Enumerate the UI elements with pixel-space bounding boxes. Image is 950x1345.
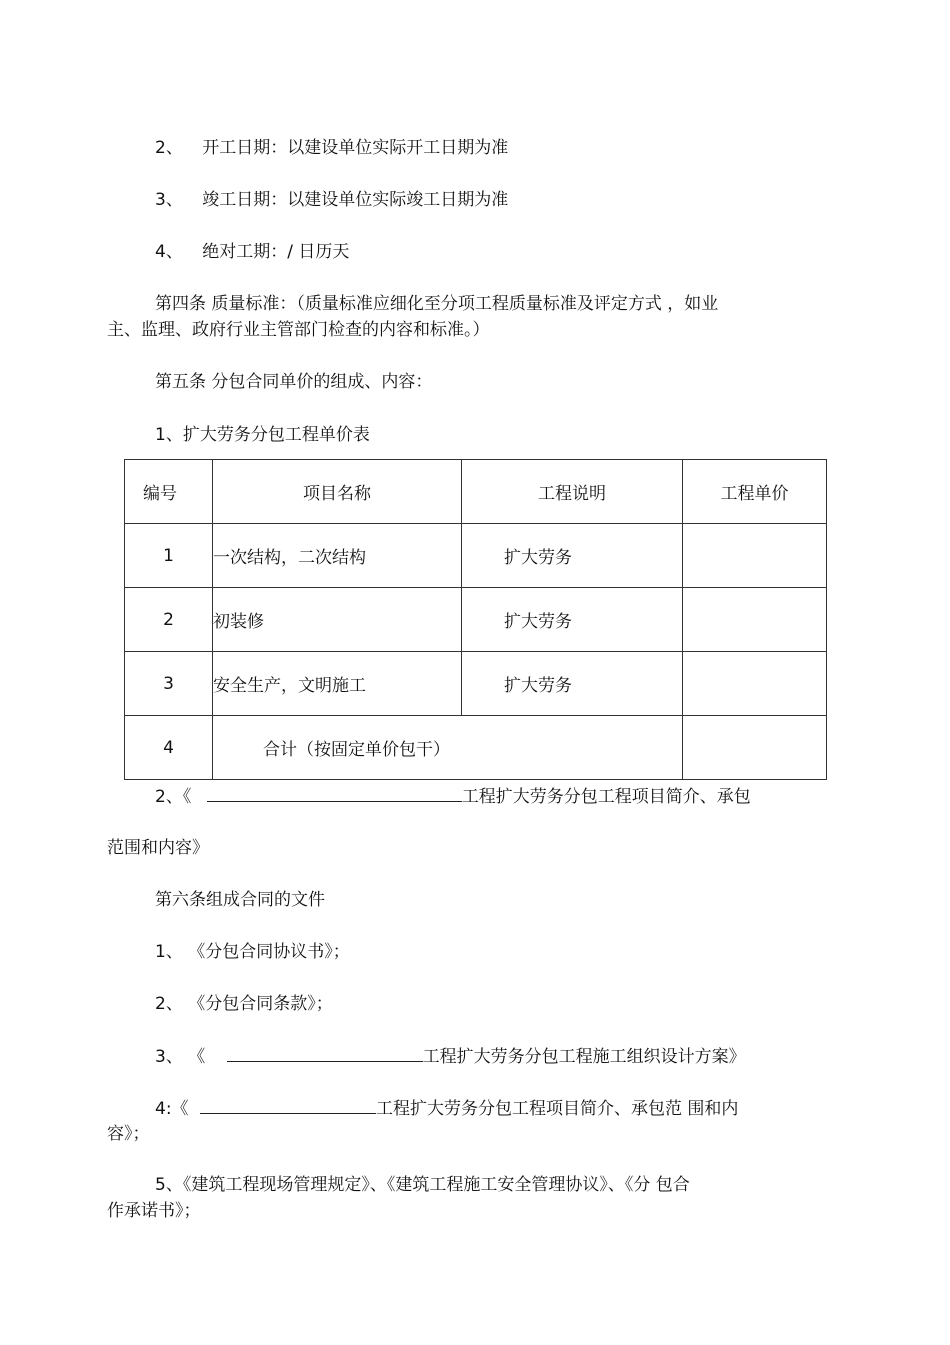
article4-line1: 第四条 质量标准：（质量标准应细化至分项工程质量标准及评定方式 ，如业 xyxy=(155,294,719,314)
total-number: 4 xyxy=(125,716,213,780)
item-text: 竣工日期：以建设单位实际竣工日期为准 xyxy=(202,190,509,210)
table-row xyxy=(125,524,827,588)
header-project-name: 项目名称 xyxy=(213,460,462,524)
table-row xyxy=(125,652,827,716)
article6-heading: 第六条组成合同的文件 xyxy=(155,890,325,910)
article5-subheading: 1、扩大劳务分包工程单价表 xyxy=(155,425,370,445)
contract-doc-item-5: 5、《建筑工程现场管理规定》、《建筑工程施工安全管理协议》、《分 包合 xyxy=(155,1175,690,1195)
item-text: 开工日期：以建设单位实际开工日期为准 xyxy=(202,138,509,158)
fill-in-blank xyxy=(207,785,462,802)
table-header-row xyxy=(125,460,827,524)
row-name: 安全生产，文明施工 xyxy=(213,652,462,716)
header-description: 工程说明 xyxy=(462,460,683,524)
item-suffix: 工程扩大劳务分包工程项目简介、承包 xyxy=(461,787,751,807)
absolute-duration-item xyxy=(155,241,349,263)
item-suffix: 工程扩大劳务分包工程施工组织设计方案》 xyxy=(422,1047,746,1067)
fill-in-blank xyxy=(200,1097,376,1114)
row-price xyxy=(683,524,827,588)
row-description: 扩大劳务 xyxy=(462,588,683,652)
row-number: 3 xyxy=(125,652,213,716)
article4-line2: 主、监理、政府行业主管部门检查的内容和标准。） xyxy=(107,320,490,340)
project-intro-line2: 范围和内容》 xyxy=(107,838,209,858)
table-total-row xyxy=(125,716,827,780)
row-price xyxy=(683,588,827,652)
contract-doc-item-1: 1、 《分包合同协议书》； xyxy=(155,942,350,962)
row-description: 扩大劳务 xyxy=(462,652,683,716)
row-description: 扩大劳务 xyxy=(462,524,683,588)
item-prefix: 4:《 xyxy=(155,1099,189,1119)
table-row xyxy=(125,588,827,652)
contract-doc-item-4 xyxy=(155,1097,738,1120)
item-prefix: 2、《 xyxy=(155,787,192,807)
total-label: 合计（按固定单价包干） xyxy=(213,716,683,780)
item-text: 绝对工期：/ 日历天 xyxy=(202,242,350,262)
header-unit-price: 工程单价 xyxy=(683,460,827,524)
row-name: 初装修 xyxy=(213,588,462,652)
row-price xyxy=(683,652,827,716)
contract-doc-item-2: 2、 《分包合同条款》； xyxy=(155,994,333,1014)
row-number: 1 xyxy=(125,524,213,588)
item-number: 4、 xyxy=(155,242,183,262)
item-suffix: 工程扩大劳务分包工程项目简介、承包范 围和内 xyxy=(375,1099,739,1119)
row-number: 2 xyxy=(125,588,213,652)
contract-doc-item-4-line2: 容》； xyxy=(107,1124,150,1144)
completion-date-item xyxy=(155,189,508,211)
contract-doc-item-3 xyxy=(155,1045,746,1068)
item-number: 3、 xyxy=(155,190,183,210)
item-number: 2、 xyxy=(155,138,183,158)
fill-in-blank xyxy=(227,1045,423,1062)
article5-heading: 第五条 分包合同单价的组成、内容： xyxy=(155,372,433,392)
header-number: 编号 xyxy=(125,460,213,524)
unit-price-table xyxy=(124,459,827,780)
contract-doc-item-5-line2: 作承诺书》； xyxy=(107,1201,201,1221)
project-intro-item xyxy=(155,785,751,808)
total-price xyxy=(683,716,827,780)
row-name: 一次结构，二次结构 xyxy=(213,524,462,588)
item-prefix: 3、 《 xyxy=(155,1047,206,1067)
start-date-item xyxy=(155,137,508,159)
